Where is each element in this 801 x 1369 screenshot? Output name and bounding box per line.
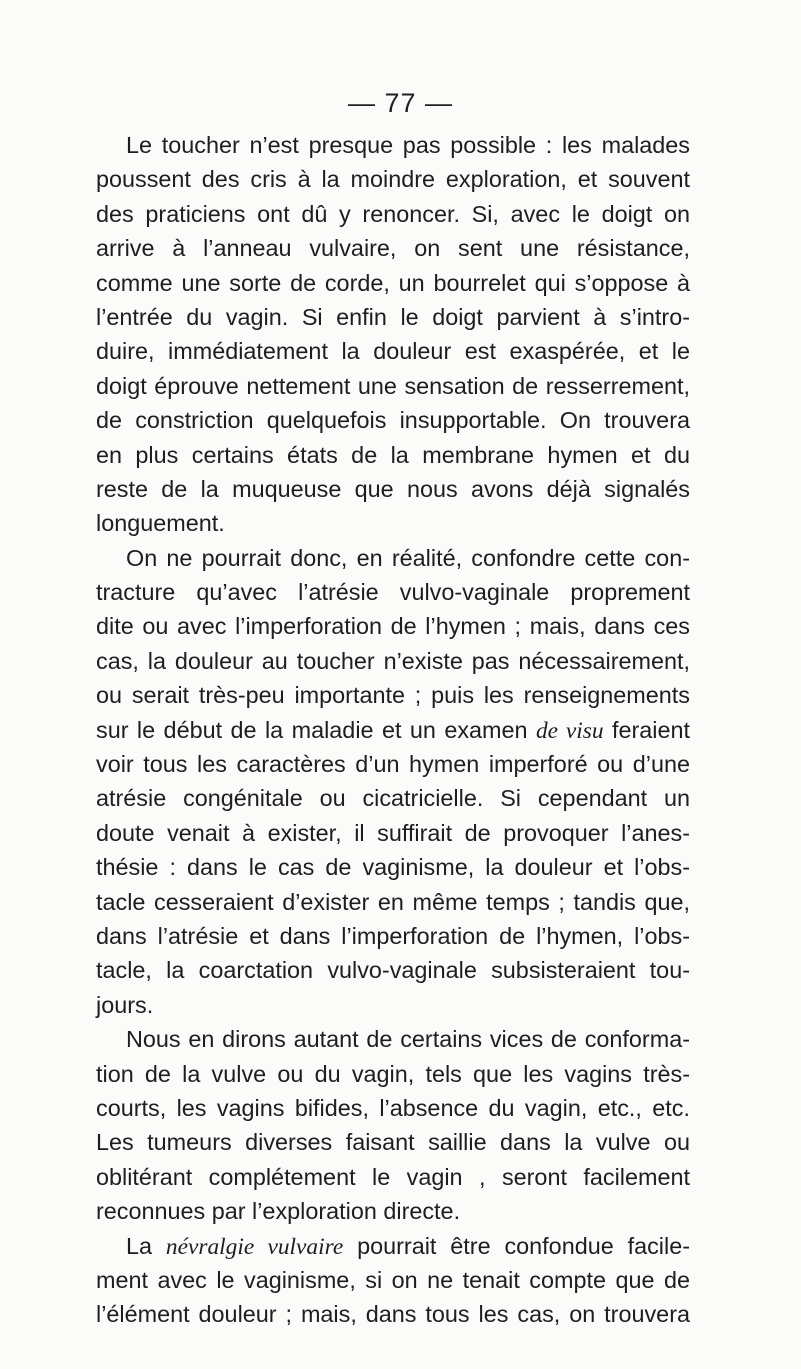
text-line: ou serait très-peu importante ; puis les renseignements bbox=[96, 682, 690, 709]
text-line: doute venait à exister, il suffirait de provoquer l’anes- bbox=[96, 819, 690, 846]
text-line: dans l’atrésie et dans l’imperforation de l’hymen, l’obs- bbox=[96, 922, 690, 949]
text-line: thésie : dans le cas de vaginisme, la douleur et l’obs- bbox=[96, 854, 690, 881]
text-line-with-italic bbox=[96, 713, 690, 747]
paragraph-4 bbox=[96, 1229, 690, 1332]
text-line: tacle, la coarctation vulvo-vaginale subsisteraient tou- bbox=[96, 957, 690, 984]
body-text bbox=[96, 128, 690, 1332]
italic-phrase: névralgie vulvaire bbox=[165, 1233, 344, 1260]
text-line: Nous en dirons autant de certains vices de conforma- bbox=[126, 1026, 690, 1053]
text-line: tacle cesseraient d’exister en même temps ; tandis que, bbox=[96, 888, 690, 915]
text-run: feraient bbox=[603, 716, 690, 743]
text-line: comme une sorte de corde, un bourrelet qui s’oppose à bbox=[96, 269, 690, 296]
text-line: doigt éprouve nettement une sensation de resserrement, bbox=[96, 372, 690, 399]
text-line: en plus certains états de la membrane hymen et du bbox=[96, 441, 690, 468]
text-line: reste de la muqueuse que nous avons déjà signalés bbox=[96, 475, 690, 502]
text-run: pourrait être confondue facile- bbox=[343, 1232, 690, 1259]
text-line: jours. bbox=[96, 991, 154, 1018]
text-line: longuement. bbox=[96, 510, 225, 537]
paragraph-1 bbox=[96, 128, 690, 541]
text-line-with-italic bbox=[96, 1229, 690, 1263]
text-line: dite ou avec l’imperforation de l’hymen ; mais, dans ces bbox=[96, 613, 690, 640]
text-run: sur le début de la maladie et un examen bbox=[96, 716, 536, 743]
text-run: La bbox=[126, 1232, 166, 1259]
text-line: cas, la douleur au toucher n’existe pas nécessairement, bbox=[96, 647, 690, 674]
text-line: On ne pourrait donc, en réalité, confondre cette con- bbox=[126, 544, 690, 571]
page-number: — 77 — bbox=[347, 88, 454, 118]
text-line: oblitérant complétement le vagin , seront facilement bbox=[96, 1163, 690, 1190]
paragraph-3 bbox=[96, 1022, 690, 1228]
text-line: voir tous les caractères d’un hymen imperforé ou d’une bbox=[96, 751, 690, 778]
text-line: l’élément douleur ; mais, dans tous les cas, on trouvera bbox=[96, 1301, 690, 1328]
text-line: ment avec le vaginisme, si on ne tenait compte que de bbox=[96, 1266, 690, 1293]
text-line: tion de la vulve ou du vagin, tels que les vagins très- bbox=[96, 1060, 690, 1087]
text-line: de constriction quelquefois insupportable. On trouvera bbox=[96, 407, 690, 434]
text-line: tracture qu’avec l’atrésie vulvo-vaginale proprement bbox=[96, 579, 690, 606]
italic-phrase: de visu bbox=[535, 717, 604, 744]
text-line: atrésie congénitale ou cicatricielle. Si cependant un bbox=[96, 785, 690, 812]
text-line: reconnues par l’exploration directe. bbox=[96, 1198, 461, 1225]
text-line: l’entrée du vagin. Si enfin le doigt parvient à s’intro- bbox=[96, 303, 690, 330]
text-line: Les tumeurs diverses faisant saillie dans la vulve ou bbox=[96, 1129, 690, 1156]
text-line: Le toucher n’est presque pas possible : les malades bbox=[126, 132, 690, 158]
text-line: duire, immédiatement la douleur est exaspérée, et le bbox=[96, 338, 690, 365]
text-line: arrive à l’anneau vulvaire, on sent une résistance, bbox=[96, 235, 690, 262]
paragraph-2 bbox=[96, 541, 690, 1022]
text-line: courts, les vagins bifides, l’absence du vagin, etc., etc. bbox=[96, 1094, 690, 1121]
text-line: poussent des cris à la moindre exploration, et souvent bbox=[96, 166, 690, 193]
text-line: des praticiens ont dû y renoncer. Si, avec le doigt on bbox=[96, 200, 690, 227]
